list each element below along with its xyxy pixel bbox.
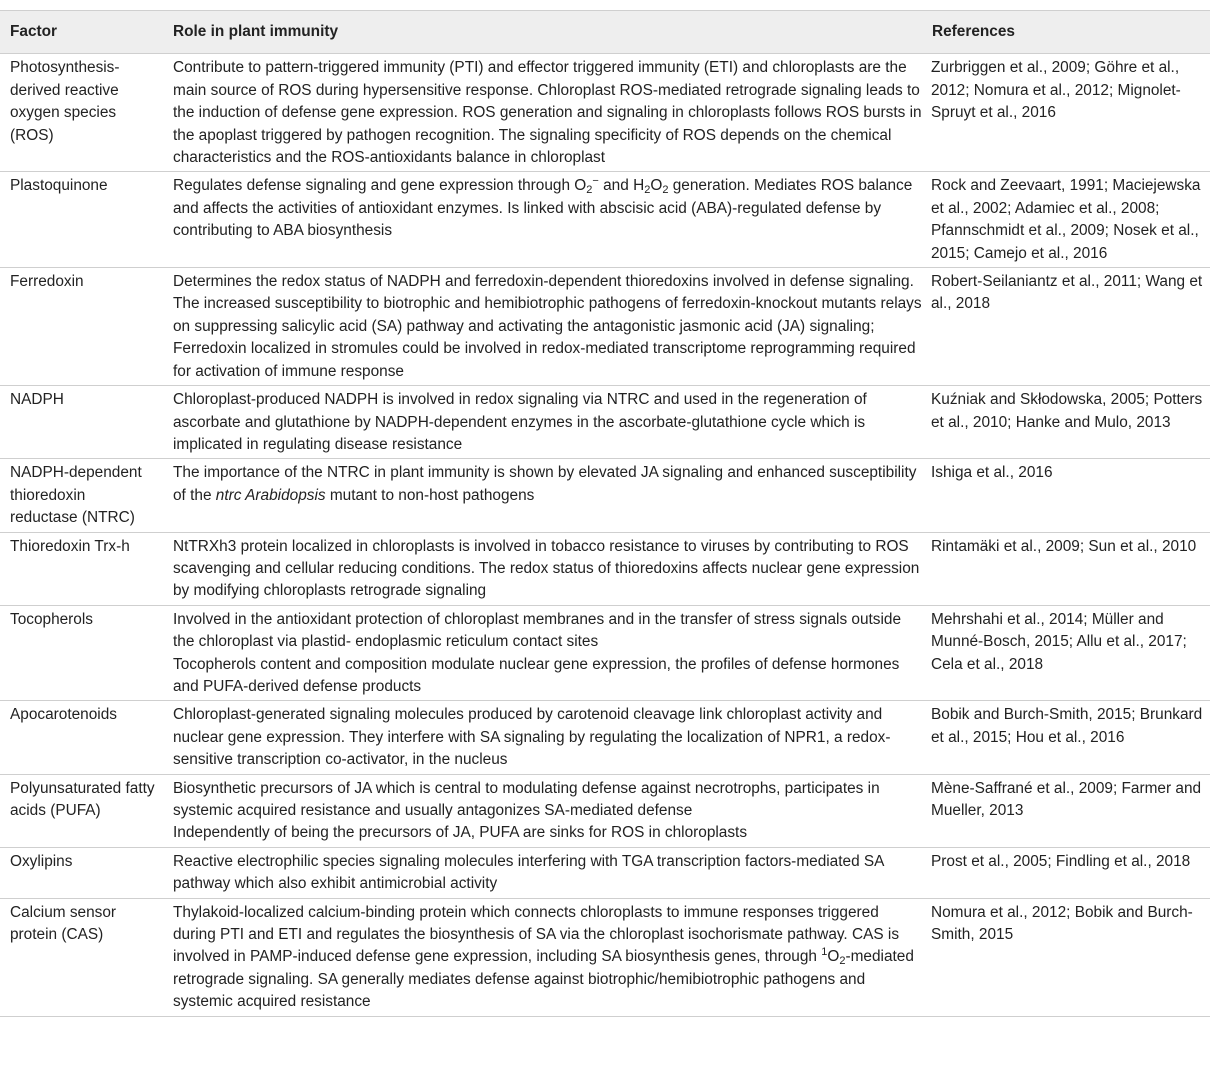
role-text: O <box>650 177 663 195</box>
subscript: 2 <box>586 184 593 197</box>
table-row <box>0 54 1210 172</box>
role-text: Thylakoid-localized calcium-binding protein which connects chloroplasts to immune responses triggered during PTI and ETI and regulates the biosynthesis of SA via the chloroplast isochorismate pathway. CAS is involved in PAMP-induced defense gene expression, including SA biosynthesis genes, through <box>173 903 900 966</box>
mutant-name-italic: ntrc Arabidopsis <box>215 486 326 504</box>
role-cell: NtTRXh3 protein localized in chloroplasts is involved in tobacco resistance to viruses by contributing to ROS scavenging and cellular reducing conditions. The redox status of thioredoxins affects nuclear gene expression by modifying chloroplasts retrograde signaling <box>163 532 922 605</box>
factor-cell: Plastoquinone <box>0 172 163 268</box>
role-text: O <box>827 948 840 966</box>
header-references: References <box>922 11 1210 54</box>
references-cell: Mehrshahi et al., 2014; Müller and Munné-Bosch, 2015; Allu et al., 2017; Cela et al., 2018 <box>922 605 1210 701</box>
references-cell: Mène-Saffrané et al., 2009; Farmer and Mueller, 2013 <box>922 774 1210 847</box>
table-row <box>0 701 1210 774</box>
role-text: The importance of the NTRC in plant immunity is shown by elevated JA signaling and enhanced susceptibility of the <box>173 464 917 504</box>
table-row <box>0 386 1210 459</box>
references-cell: Bobik and Burch-Smith, 2015; Brunkard et al., 2015; Hou et al., 2016 <box>922 701 1210 774</box>
references-cell: Ishiga et al., 2016 <box>922 459 1210 532</box>
subscript: 2 <box>839 955 846 968</box>
factor-cell: Tocopherols <box>0 605 163 701</box>
role-cell: Determines the redox status of NADPH and ferredoxin-dependent thioredoxins involved in defense signaling. The increased susceptibility to biotrophic and hemibiotrophic pathogens of ferredoxin-knockout mutants relays on suppressing salicylic acid (SA) pathway and activating the antagonistic jasmonic acid (JA) signaling; Ferredoxin localized in stromules could be involved in redox-mediated transcriptome reprogramming required for activation of immune response <box>163 268 922 386</box>
references-cell: Robert-Seilaniantz et al., 2011; Wang et al., 2018 <box>922 268 1210 386</box>
table-row <box>0 459 1210 532</box>
references-cell: Nomura et al., 2012; Bobik and Burch-Smith, 2015 <box>922 898 1210 1016</box>
header-factor: Factor <box>0 11 163 54</box>
role-text: mutant to non-host pathogens <box>325 486 535 504</box>
factor-cell: Oxylipins <box>0 847 163 898</box>
role-cell: Reactive electrophilic species signaling molecules interfering with TGA transcription factors-mediated SA pathway which also exhibit antimicrobial activity <box>163 847 922 898</box>
role-cell <box>163 774 922 847</box>
factor-cell: Apocarotenoids <box>0 701 163 774</box>
role-line: Tocopherols content and composition modulate nuclear gene expression, the profiles of defense hormones and PUFA-derived defense products <box>173 655 900 695</box>
role-cell <box>163 172 922 268</box>
references-cell: Rintamäki et al., 2009; Sun et al., 2010 <box>922 532 1210 605</box>
table-row <box>0 847 1210 898</box>
role-line: Independently of being the precursors of JA, PUFA are sinks for ROS in chloroplasts <box>173 824 748 842</box>
role-cell <box>163 898 922 1016</box>
references-cell: Rock and Zeevaart, 1991; Maciejewska et al., 2002; Adamiec et al., 2008; Pfannschmidt et al., 2009; Nosek et al., 2015; Camejo et al., 2016 <box>922 172 1210 268</box>
subscript: 2 <box>662 184 669 197</box>
table-row <box>0 268 1210 386</box>
factor-cell: Photosynthesis-derived reactive oxygen species (ROS) <box>0 54 163 172</box>
role-text: -mediated retrograde signaling. SA generally mediates defense against biotrophic/hemibiotrophic pathogens and systemic acquired resistance <box>173 948 914 1011</box>
table-row <box>0 172 1210 268</box>
role-cell: Chloroplast-produced NADPH is involved in redox signaling via NTRC and used in the regeneration of ascorbate and glutathione by NADPH-dependent enzymes in the ascorbate-glutathione cycle which is implicated in regulating disease resistance <box>163 386 922 459</box>
factor-cell: Ferredoxin <box>0 268 163 386</box>
immunity-factors-table <box>0 10 1210 1017</box>
references-cell: Zurbriggen et al., 2009; Göhre et al., 2012; Nomura et al., 2012; Mignolet-Spruyt et al., 2016 <box>922 54 1210 172</box>
factor-cell: NADPH-dependent thioredoxin reductase (NTRC) <box>0 459 163 532</box>
role-text: Regulates defense signaling and gene expression through O <box>173 177 587 195</box>
role-text: generation. Mediates ROS balance and affects the activities of antioxidant enzymes. Is linked with abscisic acid (ABA)-regulated defense by contributing to ABA biosynthesis <box>173 177 913 240</box>
table-row <box>0 532 1210 605</box>
role-cell: Chloroplast-generated signaling molecules produced by carotenoid cleavage link chloroplast activity and nuclear gene expression. They interfere with SA signaling by regulating the localization of NPR1, a redox-sensitive transcription co-activator, in the nucleus <box>163 701 922 774</box>
role-cell <box>163 605 922 701</box>
superscript: 1 <box>821 946 828 959</box>
references-cell: Prost et al., 2005; Findling et al., 2018 <box>922 847 1210 898</box>
table-row <box>0 898 1210 1016</box>
references-cell: Kuźniak and Skłodowska, 2005; Potters et al., 2010; Hanke and Mulo, 2013 <box>922 386 1210 459</box>
role-cell: Contribute to pattern-triggered immunity (PTI) and effector triggered immunity (ETI) and chloroplasts are the main source of ROS during hypersensitive response. Chloroplast ROS-mediated retrograde signaling leads to the induction of defense gene expression. ROS generation and signaling in chloroplasts follows ROS bursts in the apoplast triggered by pathogen recognition. The signaling specificity of ROS depends on the chemical characteristics and the ROS-antioxidants balance in chloroplast <box>163 54 922 172</box>
role-line: Biosynthetic precursors of JA which is central to modulating defense against necrotrophs, participates in systemic acquired resistance and usually antagonizes SA-mediated defense <box>173 779 880 819</box>
table-header-row <box>0 11 1210 54</box>
factor-cell: Calcium sensor protein (CAS) <box>0 898 163 1016</box>
subscript: 2 <box>644 184 651 197</box>
factor-cell: Polyunsaturated fatty acids (PUFA) <box>0 774 163 847</box>
role-text: and H <box>598 177 645 195</box>
table-row <box>0 774 1210 847</box>
factor-cell: Thioredoxin Trx-h <box>0 532 163 605</box>
table-container <box>0 10 1221 1017</box>
header-role: Role in plant immunity <box>163 11 922 54</box>
table-row <box>0 605 1210 701</box>
role-line: Involved in the antioxidant protection of chloroplast membranes and in the transfer of stress signals outside the chloroplast via plastid- endoplasmic reticulum contact sites <box>173 610 902 651</box>
superscript: − <box>592 175 599 188</box>
factor-cell: NADPH <box>0 386 163 459</box>
role-cell <box>163 459 922 532</box>
